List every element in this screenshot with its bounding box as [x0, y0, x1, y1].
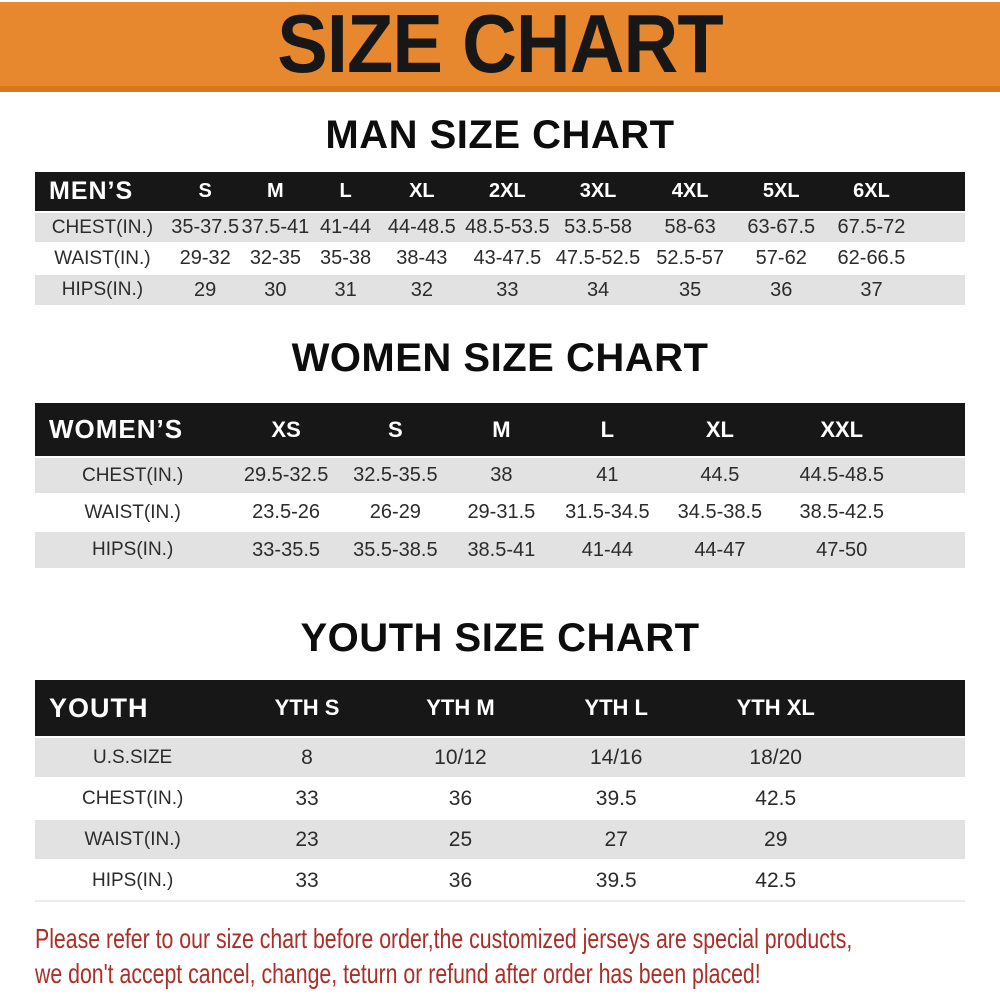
size-column-header: S	[198, 180, 212, 202]
table-row	[35, 494, 965, 531]
row-label: CHEST(IN.)	[35, 457, 230, 494]
size-cell: 37.5-41	[241, 212, 311, 243]
table-header-row	[35, 680, 965, 737]
size-cell: 35.5-38.5	[342, 531, 449, 568]
size-column-header: XL	[409, 180, 435, 202]
women-section-heading: WOMEN SIZE CHART	[291, 336, 709, 380]
size-cell: 42.5	[695, 860, 856, 901]
size-column-header: 4XL	[671, 180, 709, 202]
size-column-header: XXL	[820, 416, 864, 442]
row-label: HIPS(IN.)	[35, 274, 170, 305]
row-filler	[917, 243, 965, 274]
size-cell: 31.5-34.5	[554, 494, 661, 531]
size-cell: 36	[736, 274, 826, 305]
size-cell: 34.5-38.5	[661, 494, 779, 531]
size-cell: 29-31.5	[449, 494, 554, 531]
size-cell: 38-43	[381, 243, 463, 274]
size-cell: 39.5	[537, 860, 695, 901]
size-column-header: S	[388, 416, 403, 442]
size-cell: 30	[241, 274, 311, 305]
size-cell: 32.5-35.5	[342, 457, 449, 494]
size-cell: 48.5-53.5	[463, 212, 552, 243]
size-cell: 26-29	[342, 494, 449, 531]
size-cell: 44.5	[661, 457, 779, 494]
row-filler	[905, 494, 966, 531]
size-column-header: YTH S	[274, 695, 340, 720]
size-cell: 31	[310, 274, 381, 305]
men-size-table	[35, 172, 965, 305]
row-filler	[905, 457, 966, 494]
size-cell: 34	[552, 274, 644, 305]
youth-size-table	[35, 680, 965, 902]
size-column-header: 5XL	[762, 180, 800, 202]
table-row	[35, 860, 965, 901]
size-cell: 25	[384, 819, 537, 860]
size-cell: 33-35.5	[230, 531, 342, 568]
size-cell: 53.5-58	[552, 212, 644, 243]
section-men	[0, 115, 1000, 305]
men-section-heading: MAN SIZE CHART	[325, 113, 675, 157]
women-size-table	[35, 403, 965, 568]
table-row	[35, 243, 965, 274]
row-label: WAIST(IN.)	[35, 819, 230, 860]
size-cell: 37	[826, 274, 916, 305]
banner	[0, 2, 1000, 92]
row-filler	[856, 860, 965, 901]
size-cell: 33	[230, 860, 383, 901]
row-label: CHEST(IN.)	[35, 778, 230, 819]
size-column-header: L	[339, 180, 352, 202]
row-filler	[905, 531, 966, 568]
size-cell: 39.5	[537, 778, 695, 819]
size-column-header: XS	[271, 416, 301, 442]
section-women	[0, 338, 1000, 568]
size-column-header: 6XL	[853, 180, 890, 202]
size-column-header: YTH XL	[736, 695, 815, 720]
table-row	[35, 531, 965, 568]
size-cell: 42.5	[695, 778, 856, 819]
size-cell: 63-67.5	[736, 212, 826, 243]
header-filler	[905, 403, 966, 457]
size-cell: 41-44	[554, 531, 661, 568]
size-cell: 67.5-72	[826, 212, 916, 243]
row-label: CHEST(IN.)	[35, 212, 170, 243]
size-cell: 32-35	[241, 243, 311, 274]
size-column-header: 3XL	[579, 180, 617, 202]
row-label: HIPS(IN.)	[35, 531, 230, 568]
size-cell: 44.5-48.5	[779, 457, 905, 494]
size-column-header: XL	[705, 416, 734, 442]
row-filler	[917, 274, 965, 305]
size-cell: 23	[230, 819, 383, 860]
table-header-row	[35, 403, 965, 457]
size-cell: 62-66.5	[826, 243, 916, 274]
youth-section-heading: YOUTH SIZE CHART	[300, 616, 700, 660]
row-label: WAIST(IN.)	[35, 494, 230, 531]
size-cell: 35	[644, 274, 736, 305]
size-cell: 52.5-57	[644, 243, 736, 274]
size-cell: 44-47	[661, 531, 779, 568]
size-cell: 57-62	[736, 243, 826, 274]
section-youth	[0, 618, 1000, 902]
size-cell: 41-44	[310, 212, 381, 243]
table-header-label: WOMEN’S	[49, 414, 184, 444]
header-filler	[856, 680, 965, 737]
banner-title: SIZE CHART	[277, 0, 723, 90]
table-row	[35, 274, 965, 305]
size-cell: 47-50	[779, 531, 905, 568]
size-cell: 41	[554, 457, 661, 494]
table-row	[35, 212, 965, 243]
note-line-1: Please refer to our size chart before order,the customized jerseys are special products,	[35, 923, 853, 954]
note-line-2: we don't accept cancel, change, teturn or refund after order has been placed!	[35, 958, 761, 989]
size-cell: 29.5-32.5	[230, 457, 342, 494]
size-column-header: M	[267, 180, 284, 202]
table-header-label: MEN’S	[49, 177, 134, 205]
size-cell: 38.5-42.5	[779, 494, 905, 531]
size-cell: 36	[384, 778, 537, 819]
size-column-header: M	[492, 416, 511, 442]
size-cell: 29	[695, 819, 856, 860]
size-cell: 38.5-41	[449, 531, 554, 568]
row-filler	[856, 737, 965, 778]
size-cell: 35-37.5	[170, 212, 241, 243]
size-cell: 27	[537, 819, 695, 860]
row-filler	[917, 212, 965, 243]
size-cell: 18/20	[695, 737, 856, 778]
table-row	[35, 778, 965, 819]
size-column-header: 2XL	[489, 180, 526, 202]
size-cell: 14/16	[537, 737, 695, 778]
table-header-row	[35, 172, 965, 212]
row-filler	[856, 819, 965, 860]
table-row	[35, 737, 965, 778]
header-filler	[917, 172, 965, 212]
size-cell: 29-32	[170, 243, 241, 274]
size-column-header: L	[600, 416, 615, 442]
size-column-header: YTH L	[584, 695, 648, 720]
size-cell: 8	[230, 737, 383, 778]
size-cell: 43-47.5	[463, 243, 552, 274]
size-cell: 47.5-52.5	[552, 243, 644, 274]
size-cell: 33	[230, 778, 383, 819]
size-cell: 32	[381, 274, 463, 305]
table-row	[35, 819, 965, 860]
size-cell: 29	[170, 274, 241, 305]
footer-note	[35, 921, 1000, 991]
table-header-label: YOUTH	[49, 692, 149, 723]
row-label: WAIST(IN.)	[35, 243, 170, 274]
row-label: HIPS(IN.)	[35, 860, 230, 901]
size-cell: 23.5-26	[230, 494, 342, 531]
size-cell: 10/12	[384, 737, 537, 778]
size-chart-page	[0, 2, 1000, 1002]
size-column-header: YTH M	[426, 695, 495, 720]
size-cell: 33	[463, 274, 552, 305]
table-row	[35, 457, 965, 494]
size-cell: 58-63	[644, 212, 736, 243]
size-cell: 38	[449, 457, 554, 494]
size-cell: 35-38	[310, 243, 381, 274]
row-label: U.S.SIZE	[35, 737, 230, 778]
row-filler	[856, 778, 965, 819]
size-cell: 36	[384, 860, 537, 901]
size-cell: 44-48.5	[381, 212, 463, 243]
